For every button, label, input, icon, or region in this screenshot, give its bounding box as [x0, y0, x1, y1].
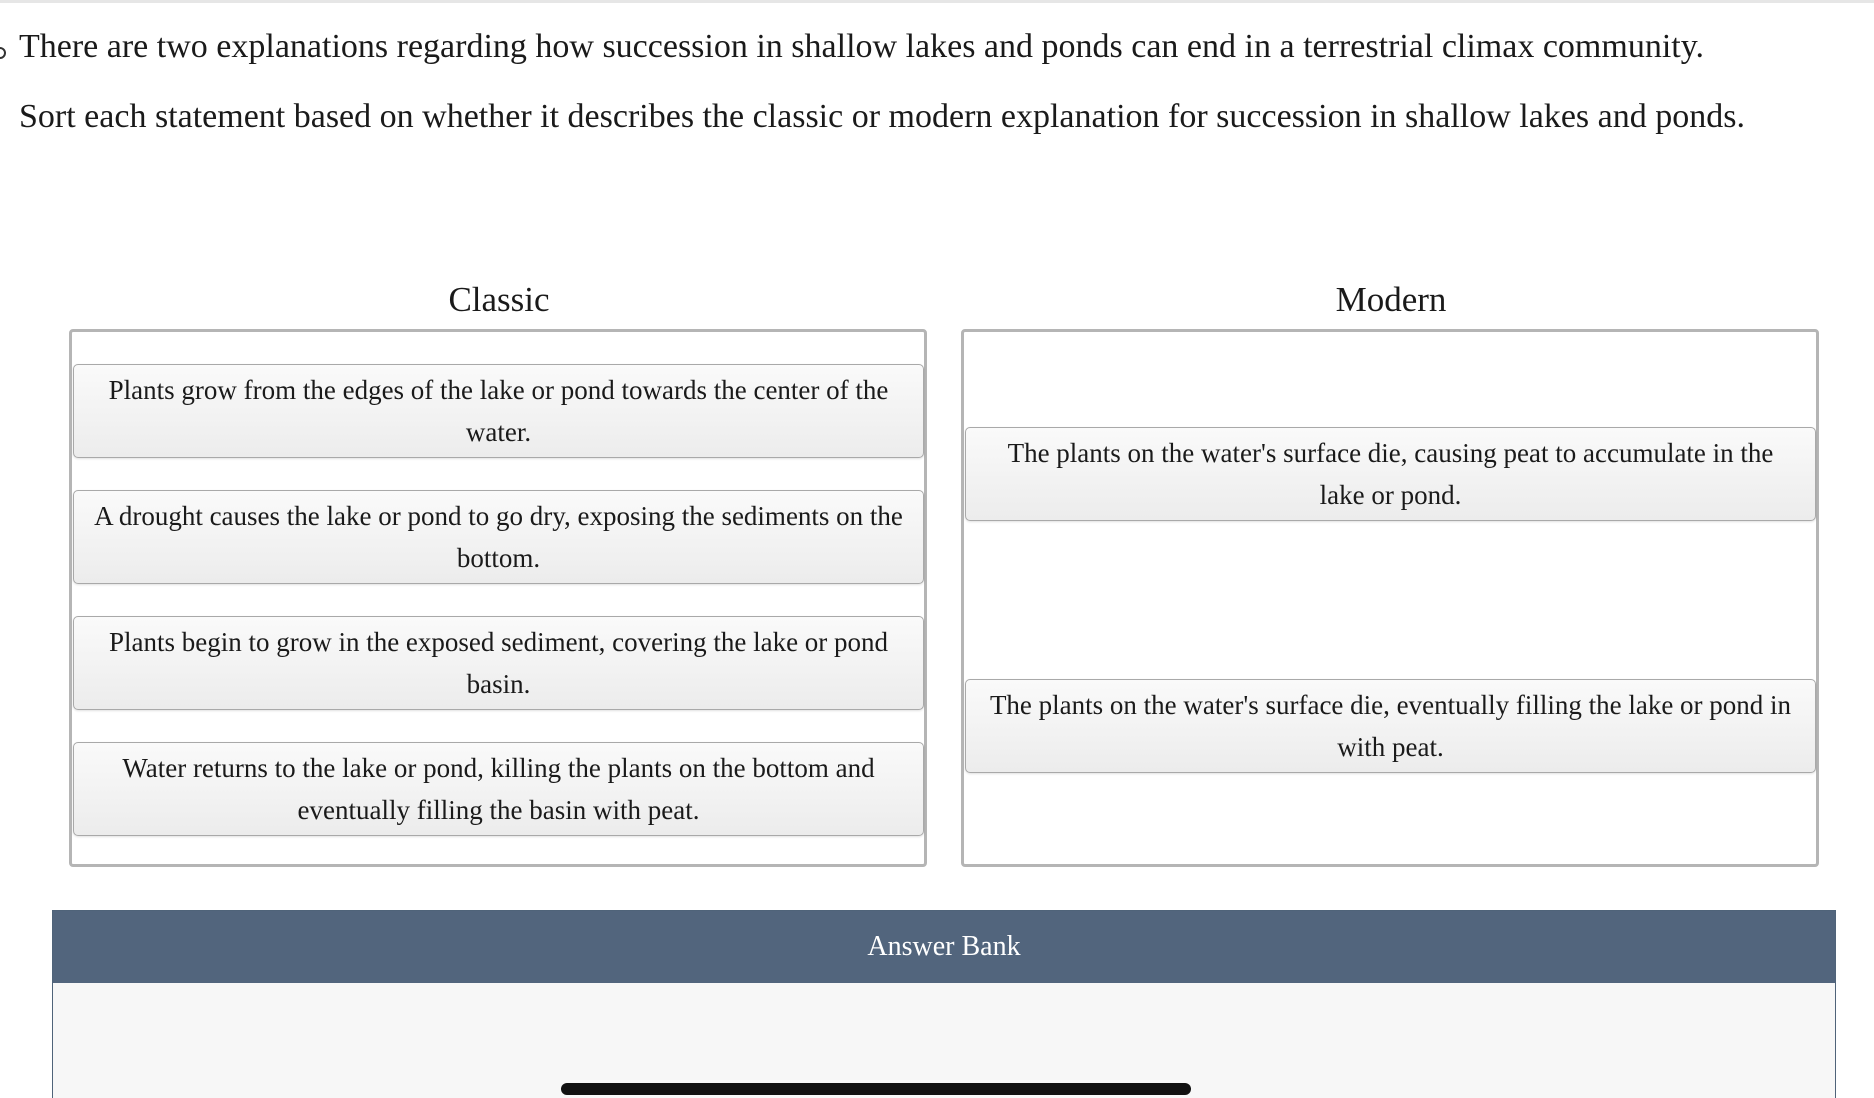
scroll-handle[interactable]	[561, 1083, 1191, 1095]
classic-card[interactable]: Plants grow from the edges of the lake or pond towards the center of the water.	[73, 364, 924, 458]
margin-marker-icon	[0, 47, 6, 59]
question-instruction: Sort each statement based on whether it describes the classic or modern explanation for succession in shallow lakes and ponds.	[19, 98, 1745, 135]
modern-card[interactable]: The plants on the water's surface die, eventually filling the lake or pond in with peat.	[965, 679, 1816, 773]
classic-column-heading: Classic	[448, 280, 550, 319]
classic-card[interactable]: A drought causes the lake or pond to go dry, exposing the sediments on the bottom.	[73, 490, 924, 584]
modern-drop-zone[interactable]	[961, 329, 1819, 867]
modern-card[interactable]: The plants on the water's surface die, causing peat to accumulate in the lake or pond.	[965, 427, 1816, 521]
classic-drop-zone[interactable]	[69, 329, 927, 867]
answer-bank-title: Answer Bank	[53, 911, 1835, 983]
question-intro: There are two explanations regarding how succession in shallow lakes and ponds can end in a terrestrial climax community.	[19, 28, 1705, 65]
classic-card[interactable]: Water returns to the lake or pond, killing the plants on the bottom and eventually filling the basin with peat.	[73, 742, 924, 836]
classic-card[interactable]: Plants begin to grow in the exposed sediment, covering the lake or pond basin.	[73, 616, 924, 710]
top-divider	[0, 0, 1874, 3]
answer-bank[interactable]	[52, 910, 1836, 1098]
modern-column-heading: Modern	[1335, 280, 1447, 319]
